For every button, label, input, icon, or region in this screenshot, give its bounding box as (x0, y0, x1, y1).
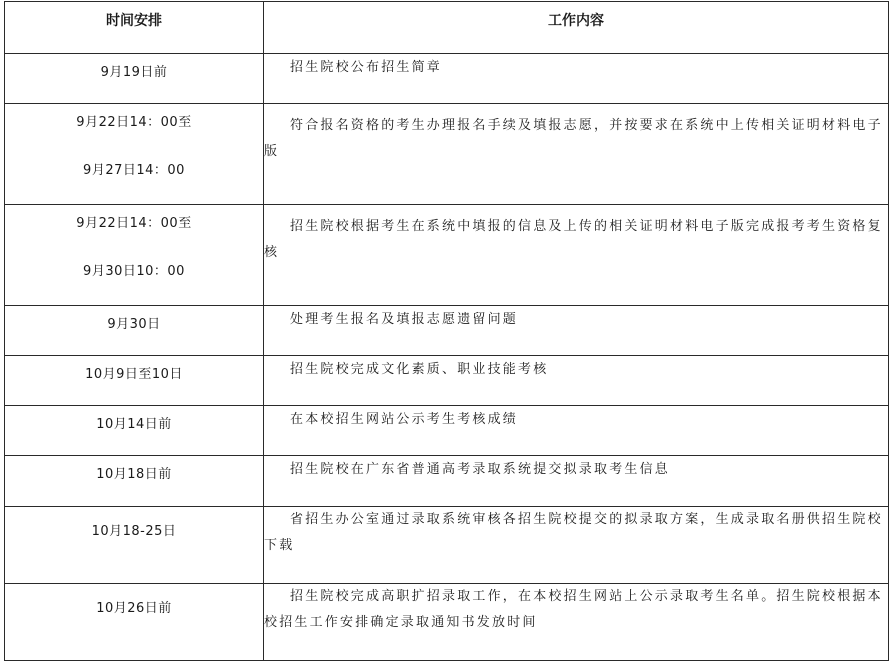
time-cell (5, 456, 264, 507)
time-text: 10月9日至10日 (85, 367, 183, 382)
time-cell (5, 406, 264, 456)
time-cell (5, 205, 264, 306)
time-cell (5, 306, 264, 356)
time-text: 9月30日 (107, 317, 161, 332)
work-cell: 招生院校根据考生在系统中填报的信息及上传的相关证明材料电子版完成报考考生资格复核 (264, 205, 889, 306)
table-row (5, 54, 889, 104)
work-cell: 招生院校在广东省普通高考录取系统提交拟录取考生信息 (264, 456, 889, 507)
work-cell: 省招生办公室通过录取系统审核各招生院校提交的拟录取方案，生成录取名册供招生院校下载 (264, 507, 889, 584)
time-cell (5, 507, 264, 584)
table-row (5, 406, 889, 456)
table-row (5, 507, 889, 584)
table-row (5, 104, 889, 205)
table-row (5, 205, 889, 306)
work-cell: 招生院校公布招生简章 (264, 54, 889, 104)
table-row (5, 584, 889, 661)
time-cell (5, 356, 264, 406)
time-cell (5, 584, 264, 661)
table-row (5, 306, 889, 356)
time-start-text: 9月22日14：00至 (76, 216, 192, 231)
time-cell (5, 104, 264, 205)
work-cell: 在本校招生网站公示考生考核成绩 (264, 406, 889, 456)
time-cell (5, 54, 264, 104)
table-header-row (5, 2, 889, 54)
schedule-table (4, 1, 889, 661)
column-header-time: 时间安排 (5, 2, 264, 54)
work-cell: 招生院校完成文化素质、职业技能考核 (264, 356, 889, 406)
table-row (5, 456, 889, 507)
time-end-text: 9月27日14：00 (83, 163, 185, 178)
time-text: 10月18日前 (96, 467, 172, 482)
time-text: 9月19日前 (100, 65, 168, 80)
time-text: 10月18-25日 (91, 524, 177, 539)
column-header-work: 工作内容 (264, 2, 889, 54)
work-cell: 处理考生报名及填报志愿遗留问题 (264, 306, 889, 356)
time-text: 10月14日前 (96, 417, 172, 432)
table-row (5, 356, 889, 406)
time-end-text: 9月30日10：00 (83, 264, 185, 279)
work-cell: 符合报名资格的考生办理报名手续及填报志愿，并按要求在系统中上传相关证明材料电子版 (264, 104, 889, 205)
time-start-text: 9月22日14：00至 (76, 115, 192, 130)
time-text: 10月26日前 (96, 601, 172, 616)
work-cell: 招生院校完成高职扩招录取工作，在本校招生网站上公示录取考生名单。招生院校根据本校招生工作安排确定录取通知书发放时间 (264, 584, 889, 661)
